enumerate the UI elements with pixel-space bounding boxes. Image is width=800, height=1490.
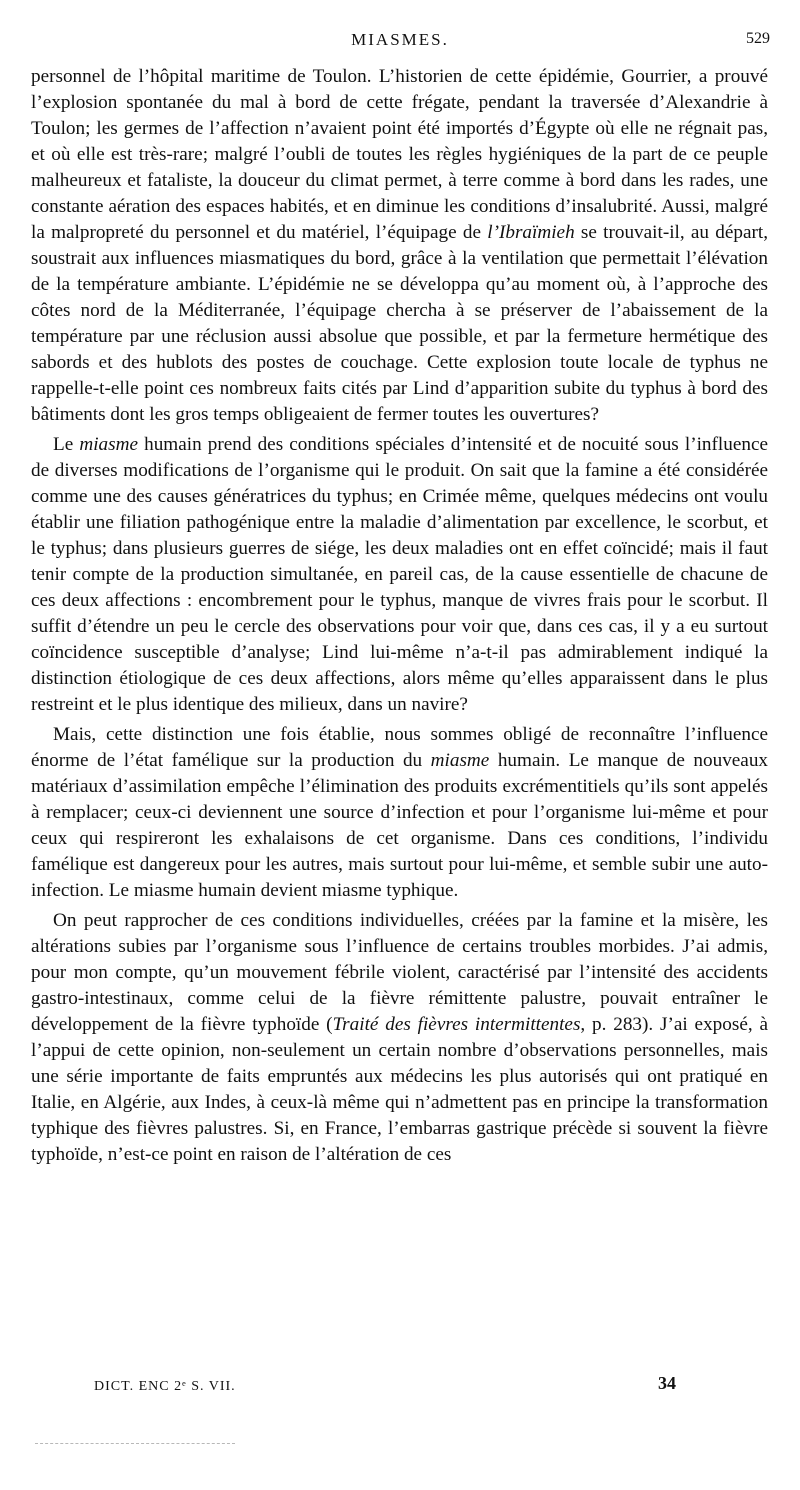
running-title: MIASMES.	[351, 30, 449, 49]
emphasized-term: miasme	[430, 750, 490, 771]
text-run: se trouvait-il, au départ, soustrait aux influences miasmatiques du bord, grâce à la ventilation que permettait l’élévation de la température ambiante. L’épidémie ne se développa qu’au moment où, à l’approche des côtes nord de la Méditerranée, l’équipage chercha à se préserver de l’abaissement de la température par une réclusion aussi absolue que possible, et par la fermeture hermétique des sabords et des hublots des postes de couchage. Cette explosion toute locale de typhus ne rappelle-t-elle point ces nombreux faits cités par Lind d’apparition subite du typhus à bord des bâtiments dont les gros temps obligeaient de fermer toutes les ouvertures?	[31, 222, 768, 425]
page-number: 529	[746, 30, 770, 47]
text-run: personnel de l’hôpital maritime de Toulon. L’historien de cette épidémie, Gourrier, a prouvé l’explosion spontanée du mal à bord de cette frégate, pendant la traversée d’Alexandrie à Toulon; les germes de l’affection n’avaient point été importés d’Égypte où elle ne régnait pas, et où elle est très-rare; malgré l’oubli de toutes les règles hygiéniques de la part de ce peuple malheureux et fataliste, la douceur du climat permet, à terre comme à bord dans les rades, une constante aération des espaces habités, et en diminue les conditions d’insalubrité. Aussi, malgré la malpropreté du personnel et du matériel, l’équipage de	[31, 66, 768, 243]
text-run: On peut rapprocher de ces conditions individuelles, créées par la famine et la misère, les altérations subies par l’organisme sous l’influence de certains troubles morbides. J’ai admis, pour mon compte, qu’un mouvement fébrile violent, caractérisé par l’intensité des accidents gastro-intestinaux, comme celui de la fièvre rémittente palustre, pouvait entraîner le développement de la fièvre typhoïde (	[31, 910, 768, 1035]
running-head	[30, 30, 770, 56]
cited-work-title: Traité des fièvres intermittentes	[332, 1014, 581, 1035]
paragraph	[31, 908, 768, 1168]
text-run: humain. Le manque de nouveaux matériaux d’assimilation empêche l’élimination des produits excrémentitiels qu’ils sont appelés à remplacer; ceux-ci deviennent une source d’infection et pour l’organisme lui-même et pour ceux qui respireront les exhalaisons de cet organisme. Dans ces conditions, l’individu famélique est dangereux pour les autres, mais surtout pour lui-même, et semble subir une auto-infection. Le miasme humain devient miasme typhique.	[31, 750, 769, 901]
page-footer	[30, 1373, 770, 1399]
printer-signature: DICT. ENC 2ᵉ S. VII.	[94, 1379, 236, 1394]
emphasized-term: miasme	[79, 434, 138, 455]
faint-bottom-rule	[35, 1443, 235, 1444]
paragraph	[31, 64, 768, 428]
sheet-number: 34	[658, 1373, 676, 1393]
body-text	[31, 64, 768, 1168]
text-run: humain prend des conditions spéciales d’intensité et de nocuité sous l’influence de diverses modifications de l’organisme qui le produit. On sait que la famine a été considérée comme une des causes génératrices du typhus; en Crimée même, quelques médecins ont voulu établir une filiation pathogénique entre la maladie d’alimentation par excellence, le scorbut, et le typhus; dans plusieurs guerres de siége, les deux maladies ont en effet coïncidé; mais il faut tenir compte de la production simultanée, en pareil cas, de la cause essentielle de chacune de ces deux affections : encombrement pour le typhus, manque de vivres frais pour le scorbut. Il suffit d’étendre un peu le cercle des observations pour voir que, dans ces cas, il y a eu surtout coïncidence susceptible d’analyse; Lind lui-même n’a-t-il pas admirablement indiqué la distinction étiologique de ces deux affections, alors même qu’elles apparaissent dans le plus restreint et le plus identique des milieux, dans un navire?	[31, 434, 768, 715]
text-run: Le	[53, 434, 80, 455]
paragraph	[31, 432, 768, 718]
vessel-name: l’Ibraïmieh	[487, 222, 575, 243]
paragraph	[31, 722, 768, 904]
text-run: , p. 283). J’ai exposé, à l’appui de cette opinion, non-seulement un certain nombre d’observations personnelles, mais une série importante de faits empruntés aux médecins les plus autorisés qui ont pratiqué en Italie, en Algérie, aux Indes, à ceux-là même qui n’admettent pas en principe la transformation typhique des fièvres palustres. Si, en France, l’embarras gastrique précède si souvent la fièvre typhoïde, n’est-ce point en raison de l’altération de ces	[31, 1014, 768, 1165]
text-run: Mais, cette distinction une fois établie, nous sommes obligé de reconnaître l’influence énorme de l’état famélique sur la production du	[31, 724, 768, 771]
